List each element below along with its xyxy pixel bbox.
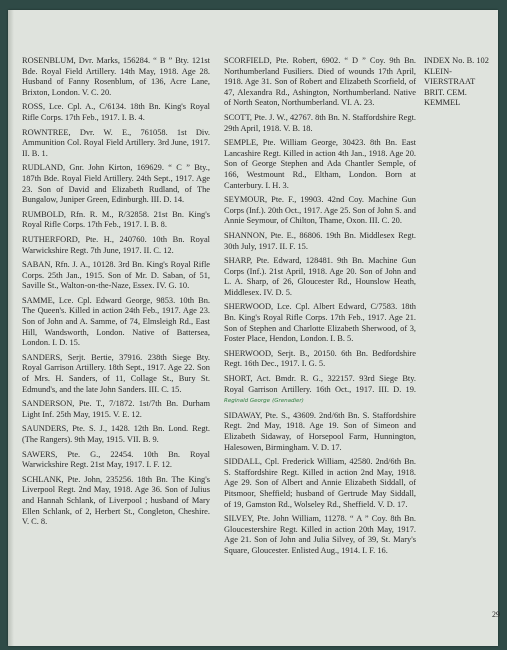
entry: SHERWOOD, Lce. Cpl. Albert Edward, C/7583. 18th Bn. King's Royal Rifle Corps. 17th Feb., 1917. Age 21. Son of Stephen and Charlotte Elizabeth Sherwood, of 3, Foster Place, Hendon, London. I. B. 5. bbox=[224, 302, 416, 344]
entry: ROSENBLUM, Dvr. Marks, 156284. “ B ” Bty. 121st Bde. Royal Field Artillery. 14th May, 1918. Age 28. Husband of Fanny Rosenblum, of 136, Acre Lane, Brixton, London. V. C. 20. bbox=[22, 56, 210, 97]
entry: SHANNON, Pte. E., 86806. 19th Bn. Middlesex Regt. 30th July, 1917. II. F. 15. bbox=[224, 230, 416, 251]
entry: SEYMOUR, Pte. F., 19903. 42nd Coy. Machine Gun Corps (Inf.). 20th Oct., 1917. Age 25. Son of John S. and Annie Seymour, of Chilton, Thame, Oxon. III. C. 20. bbox=[224, 195, 416, 226]
entry: SAWERS, Pte. G., 22454. 10th Bn. Royal Warwickshire Regt. 21st May, 1917. I. F. 12. bbox=[22, 449, 210, 470]
entry: SEMPLE, Pte. William George, 30423. 8th Bn. East Lancashire Regt. Killed in action 4th Jan., 1918. Age 20. Son of George Stephen and Ada Chantler Semple, of 166, Westmount Rd., Eltham, London. Born at Canterbury. I. H. 3. bbox=[224, 138, 416, 190]
entry: SANDERS, Serjt. Bertie, 37916. 238th Siege Bty. Royal Garrison Artillery. 18th Sept., 1917. Age 22. Son of Mrs. H. Sanders, of 11, Collage St., Bury St. Edmund's, and the late John Sanders. III. C. 15. bbox=[22, 352, 210, 394]
entry: SANDERSON, Pte. T., 7/1872. 1st/7th Bn. Durham Light Inf. 25th May, 1915. V. E. 12. bbox=[22, 399, 210, 419]
cemetery-index-heading: INDEX No. B. 102 KLEIN-VIERSTRAAT BRIT. CEM. KEMMEL bbox=[424, 56, 489, 108]
entry: SIDDALL, Cpl. Frederick William, 42580. 2nd/6th Bn. S. Staffordshire Regt. Killed in action 2nd May, 1918. Age 29. Son of Albert and Annie Elizabeth Siddall, of Pitsmoor, Sheffield; husband of Gertrude May Siddall, of 19, Gamston Rd., Wolseley Rd., Sheffield. V. D. 17. bbox=[224, 457, 416, 509]
entry: ROSS, Lce. Cpl. A., C/6134. 18th Bn. King's Royal Rifle Corps. 17th Feb., 1917. I. B. 4. bbox=[22, 102, 210, 122]
handwritten-annotation: Reginald George bbox=[224, 398, 270, 405]
handwritten-annotation: (Grenadier) bbox=[272, 398, 304, 405]
left-column bbox=[22, 56, 210, 528]
middle-column bbox=[224, 56, 416, 557]
entry: RUMBOLD, Rfn. R. M., R/32858. 21st Bn. King's Royal Rifle Corps. 17th Feb., 1917. I. B. 8. bbox=[22, 209, 210, 230]
entry: SHARP, Pte. Edward, 128481. 9th Bn. Machine Gun Corps (Inf.). 21st April, 1918. Age 20. Son of John and L. A. Sharp, of 26, Gloucester Rd., Hounslow Heath, Middlesex. IV. D. 5. bbox=[224, 256, 416, 297]
entry: SAMME, Lce. Cpl. Edward George, 9853. 10th Bn. The Queen's. Killed in action 24th Feb., 1917. Age 23. Son of John and A. Samme, of 74, Elmsleigh Rd., East Hill, Wandsworth, London. Native of Battersea, London. I. D. 15. bbox=[22, 295, 210, 348]
entry: RUDLAND, Gnr. John Kirton, 169629. “ C ” Bty., 187th Bde. Royal Field Artillery. 24th Sept., 1917. Age 23. Son of David and Elizabeth Rudland, of The Bungalow, Juniper Green, Edinburgh. III. D. 14. bbox=[22, 163, 210, 205]
entry: SIDAWAY, Pte. S., 43609. 2nd/6th Bn. S. Staffordshire Regt. 2nd May, 1918. Age 19. Son of Simeon and Elizabeth Sidaway, of Horsepool Farm, Hunnington, Halesowen, Birmingham. V. D. 17. bbox=[224, 410, 416, 452]
entry: SAUNDERS, Pte. S. J., 1428. 12th Bn. Lond. Regt. (The Rangers). 9th May, 1915. VII. B. 9. bbox=[22, 424, 210, 444]
entry: RUTHERFORD, Pte. H., 240760. 10th Bn. Royal Warwickshire Regt. 7th June, 1917. II. C. 12. bbox=[22, 234, 210, 255]
entry: SCHLANK, Pte. John, 235256. 18th Bn. The King's Liverpool Regt. 2nd May, 1918. Age 36. Son of Julius and Hannah Schlank, of Liverpool ; husband of Mary Ellen Schlank, of 2, Herbert St., Congleton, Cheshire. V. C. 8. bbox=[22, 474, 210, 527]
entry: SILVEY, Pte. John William, 11278. “ A ” Coy. 8th Bn. Gloucestershire Regt. Killed in action 20th May, 1917. Age 21. Son of John and Julia Silvey, of 39, St. Mary's Square, Gloucester. Enlisted Aug., 1914. I. F. 16. bbox=[224, 514, 416, 555]
page-number: 29 bbox=[492, 610, 500, 619]
entry: SHERWOOD, Serjt. B., 20150. 6th Bn. Bedfordshire Regt. 16th Dec., 1917. I. G. 5. bbox=[224, 348, 416, 369]
entry: SABAN, Rfn. J. A., 10128. 3rd Bn. King's Royal Rifle Corps. 25th Jan., 1915. Son of Mr. D. Saban, of 51, Saville St., Walton-on-the-Naze, Essex. IV. G. 10. bbox=[22, 260, 210, 291]
entry-text: SHORT, Act. Bmdr. R. G., 322157. 93rd Siege Bty. Royal Garrison Artillery. 16th Oct., 1917. III. D. 19. bbox=[224, 374, 416, 394]
entry: ROWNTREE, Dvr. W. E., 761058. 1st Div. Ammunition Col. Royal Field Artillery. 3rd June, 1917. II. B. 1. bbox=[22, 127, 210, 158]
entry bbox=[224, 374, 416, 407]
entry: SCORFIELD, Pte. Robert, 6902. “ D ” Coy. 9th Bn. Northumberland Fusiliers. Died of wounds 17th April, 1918. Age 31. Son of Robert and Elizabeth Scorfield, of 47, Alexandra Rd., Ashington, Northumberland. Native of North Seaton, Northumberland. VI. A. 23. bbox=[224, 56, 416, 108]
page-binding-shadow bbox=[8, 10, 14, 646]
document-page bbox=[8, 10, 498, 646]
entry: SCOTT, Pte. J. W., 42767. 8th Bn. N. Staffordshire Regt. 29th April, 1918. V. B. 18. bbox=[224, 112, 416, 133]
